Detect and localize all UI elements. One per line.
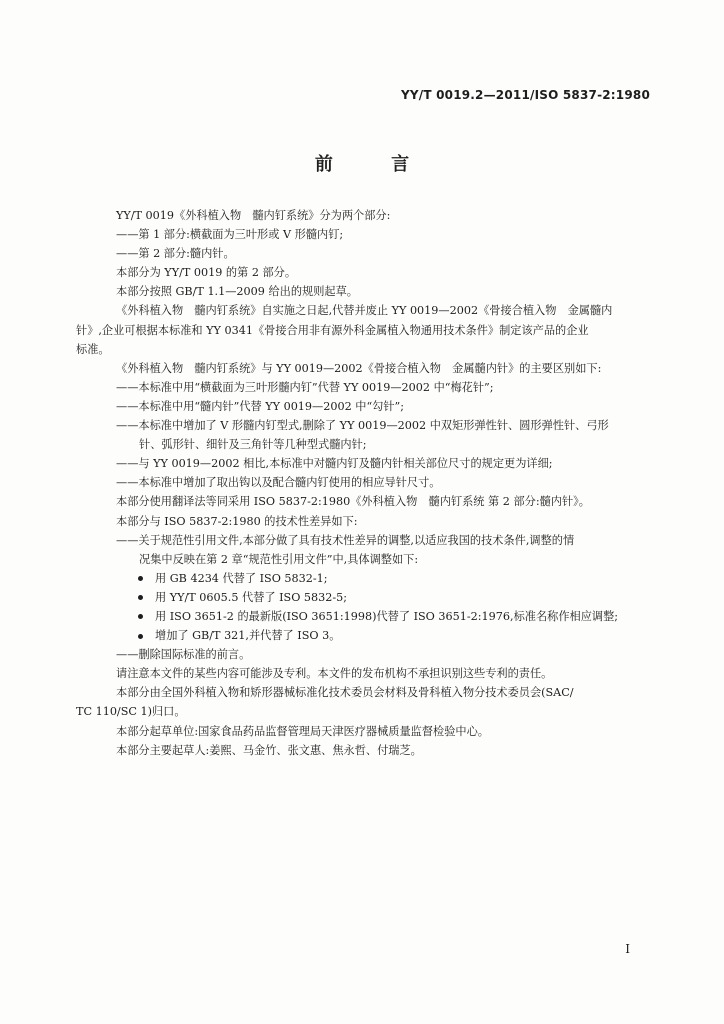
bullet-icon bbox=[138, 634, 143, 639]
paragraph: 本部分为 YY/T 0019 的第 2 部分。 bbox=[116, 266, 297, 280]
paragraph: YY/T 0019《外科植入物 髓内钉系统》分为两个部分: bbox=[116, 209, 391, 222]
list-item: ——本标准中增加了 V 形髓内钉型式,删除了 YY 0019—2002 中双矩形弹性针、圆形弹性针、弓形 bbox=[116, 419, 609, 433]
bullet-text: 用 YY/T 0605.5 代替了 ISO 5832-5; bbox=[155, 590, 348, 604]
paragraph-continuation: TC 110/SC 1)归口。 bbox=[76, 705, 186, 719]
paragraph: 《外科植入物 髓内钉系统》自实施之日起,代替并废止 YY 0019—2002《骨接合植入物 金属髓内 bbox=[116, 304, 613, 318]
paragraph: 本部分起草单位:国家食品药品监督管理局天津医疗器械质量监督检验中心。 bbox=[116, 724, 489, 738]
bullet-item bbox=[90, 588, 650, 607]
list-item: ——本标准中增加了取出钩以及配合髓内钉使用的相应导针尺寸。 bbox=[116, 476, 441, 490]
paragraph: 《外科植入物 髓内钉系统》与 YY 0019—2002《骨接合植入物 金属髓内针》的主要区别如下: bbox=[116, 361, 602, 375]
bullet-text: 用 GB 4234 代替了 ISO 5832-1; bbox=[155, 571, 328, 585]
paragraph: 本部分由全国外科植入物和矫形器械标准化技术委员会材料及骨科植入物分技术委员会(SAC/ bbox=[116, 686, 574, 700]
paragraph: 请注意本文件的某些内容可能涉及专利。本文件的发布机构不承担识别这些专利的责任。 bbox=[116, 667, 553, 681]
paragraph-continuation: 标准。 bbox=[76, 342, 110, 356]
bullet-item bbox=[90, 569, 650, 588]
paragraph: 本部分与 ISO 5837-2:1980 的技术性差异如下: bbox=[116, 514, 358, 528]
paragraph: 本部分使用翻译法等同采用 ISO 5837-2:1980《外科植入物 髓内钉系统 第 2 部分:髓内针》。 bbox=[116, 495, 590, 509]
bullet-icon bbox=[138, 595, 143, 600]
paragraph: 本部分按照 GB/T 1.1—2009 给出的规则起草。 bbox=[116, 285, 358, 299]
list-item: ——第 2 部分:髓内针。 bbox=[116, 247, 235, 261]
list-item: ——本标准中用“横截面为三叶形髓内钉”代替 YY 0019—2002 中“梅花针”; bbox=[116, 380, 494, 394]
bullet-item bbox=[90, 626, 650, 645]
foreword-body bbox=[76, 206, 650, 760]
list-item: ——与 YY 0019—2002 相比,本标准中对髓内钉及髓内针相关部位尺寸的规定更为详细; bbox=[116, 457, 553, 471]
list-item: ——关于规范性引用文件,本部分做了具有技术性差异的调整,以适应我国的技术条件,调整的情 bbox=[116, 533, 575, 547]
page-title: 前 言 bbox=[314, 154, 436, 175]
paragraph: 本部分主要起草人:姜熙、马金竹、张文惠、焦永哲、付瑞芝。 bbox=[116, 743, 422, 757]
bullet-text: 增加了 GB/T 321,并代替了 ISO 3。 bbox=[155, 629, 341, 643]
bullet-text: 用 ISO 3651-2 的最新版(ISO 3651:1998)代替了 ISO 3651-2:1976,标准名称作相应调整; bbox=[155, 609, 619, 623]
bullet-icon bbox=[138, 576, 143, 581]
bullet-icon bbox=[138, 614, 143, 619]
list-item: ——本标准中用“髓内针”代替 YY 0019—2002 中“勾针”; bbox=[116, 399, 405, 413]
standard-code: YY/T 0019.2—2011/ISO 5837-2:1980 bbox=[400, 88, 650, 102]
page-number: I bbox=[625, 942, 630, 956]
paragraph-continuation: 针》,企业可根据本标准和 YY 0341《骨接合用非有源外科金属植入物通用技术条件》制定该产品的企业 bbox=[76, 323, 589, 337]
list-item: ——删除国际标准的前言。 bbox=[116, 648, 251, 662]
list-item-continuation: 针、弧形针、细针及三角针等几种型式髓内针; bbox=[139, 438, 367, 452]
list-item-continuation: 况集中反映在第 2 章“规范性引用文件”中,具体调整如下: bbox=[139, 552, 419, 566]
bullet-item bbox=[90, 607, 650, 626]
list-item: ——第 1 部分:横截面为三叶形或 V 形髓内钉; bbox=[116, 228, 344, 242]
